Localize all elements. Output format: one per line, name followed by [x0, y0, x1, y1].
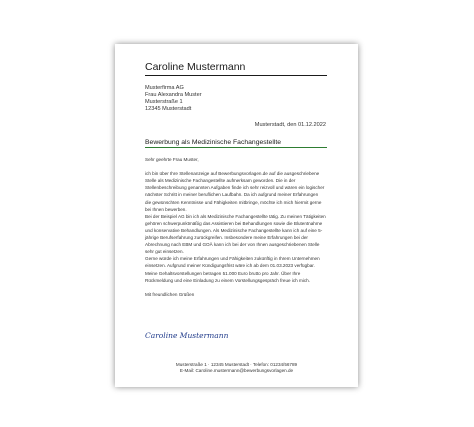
- footer-contact-line: Musterstraße 1 · 12345 Musterstadt · Telefon: 01234/56789: [175, 362, 298, 367]
- letter-footer: [115, 362, 358, 374]
- date-line: Musterstadt, den 01.12.2022: [254, 122, 326, 128]
- body-line: jährige Berufserfahrung zurückgreifen. Insbesondere meine Erfahrungen bei der: [145, 235, 308, 241]
- body-line: Stelle als Medizinische Fachangestellte aufmerksam geworden. Die in der: [145, 178, 296, 184]
- body-line: einsetzen. Aufgrund meiner Kündigungsfrist wäre ich ab dem 01.03.2023 verfügbar.: [145, 263, 315, 269]
- recipient-line: Musterfirma AG: [145, 85, 184, 91]
- subject-line: Bewerbung als Medizinische Fachangestellte: [145, 139, 282, 146]
- body-line: Stellenbeschreibung genannten Aufgaben finde ich sehr reizvoll und wären ein logischer: [145, 185, 325, 191]
- recipient-line: 12345 Musterstadt: [145, 106, 192, 112]
- body-line: Rückmeldung und eine Einladung zu einem Vorstellungsgespräch freue ich mich.: [145, 277, 310, 283]
- body-line: ich bin über Ihre Stellenanzeige auf Bewerbungsvorlagen.de auf die ausgeschriebene: [145, 171, 320, 177]
- header-divider: [145, 75, 327, 76]
- recipient-line: Frau Alexandra Muster: [145, 92, 202, 98]
- body-line: nächster Schritt in meiner beruflichen Laufbahn. Da ich aufgrund meiner Erfahrungen: [145, 192, 319, 198]
- body-line: [145, 284, 329, 291]
- body-line: Abrechnung nach EBM und GOÄ kann ich bei der von Ihnen ausgeschriebenen Stelle: [145, 242, 320, 248]
- footer-email-line: E-Mail: Caroline.mustermann@bewerbungsvorlagen.de: [179, 368, 294, 373]
- sender-name: Caroline Mustermann: [145, 61, 246, 73]
- body-line: Gerne würde ich meine Erfahrungen und Fähigkeiten zukünftig in Ihrem Unternehmen: [145, 256, 320, 262]
- body-line: die gewünschten Kenntnisse und Fähigkeiten mitbringe, möchte ich mich hiermit gerne: [145, 199, 322, 205]
- handwritten-signature: Caroline Mustermann: [145, 331, 229, 340]
- body-line: und konservative Behandlungen. Als Medizinische Fachangestellte kann ich auf eine 5-: [145, 227, 323, 233]
- body-line: Meine Gehaltsvorstellungen betragen 51.000 Euro brutto pro Jahr. Über Ihre: [145, 270, 301, 276]
- letter-body: [145, 156, 329, 298]
- body-line: [145, 163, 329, 170]
- recipient-address: [145, 85, 202, 113]
- body-line: gehören schwerpunktmäßig das Assistieren bei Behandlungen sowie die Blutentnahme: [145, 220, 323, 226]
- closing-line: Mit freundlichen Grüßen: [145, 291, 195, 297]
- letter-page: [115, 44, 358, 387]
- body-line: sehr gut einsetzen.: [145, 249, 184, 255]
- recipient-line: Musterstraße 1: [145, 99, 183, 105]
- body-line: bei Ihnen bewerben.: [145, 206, 187, 212]
- body-line: Sehr geehrte Frau Muster,: [145, 157, 199, 162]
- subject-divider: [145, 147, 327, 148]
- body-line: Bei der Beispiel AG bin ich als Medizinische Fachangestellte tätig. Zu meinen Tätigkeiten: [145, 213, 326, 219]
